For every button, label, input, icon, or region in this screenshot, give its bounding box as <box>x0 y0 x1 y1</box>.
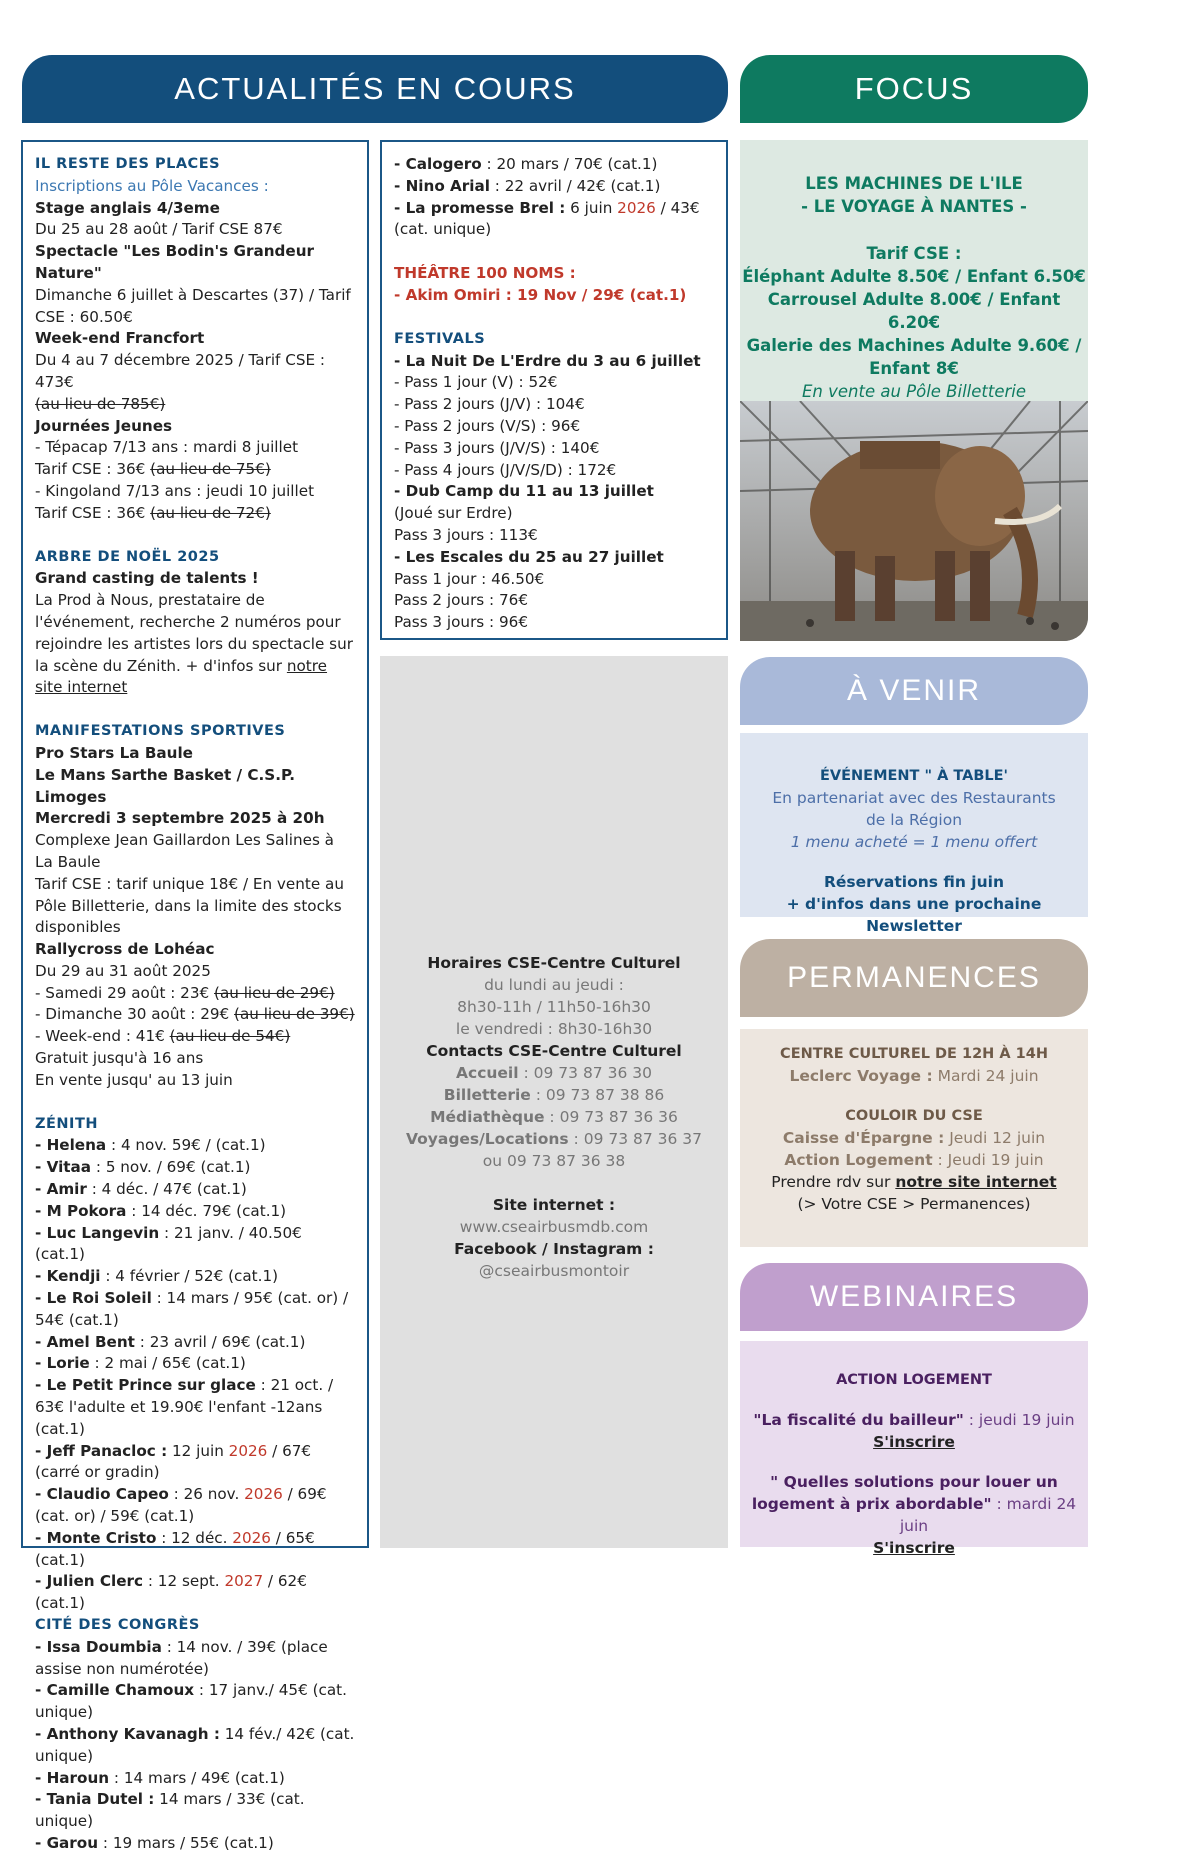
stage-title: Stage anglais 4/3eme <box>35 198 220 217</box>
tepacap-old-price: (au lieu de 75€) <box>150 460 271 479</box>
tepacap-info: - Tépacap 7/13 ans : mardi 8 juillet <box>35 438 299 457</box>
webinar-1-register-link[interactable]: S'inscrire <box>873 1433 955 1451</box>
festivals-heading: FESTIVALS <box>394 330 486 347</box>
nuit-erdre-title: - La Nuit De L'Erdre du 3 au 6 juillet <box>394 351 701 370</box>
francfort-title: Week-end Francfort <box>35 329 205 348</box>
social-title: Facebook / Instagram : <box>454 1240 654 1258</box>
arial-info: : 22 avril / 42€ (cat.1) <box>489 176 661 195</box>
bodin-title: Spectacle "Les Bodin's Grandeur Nature" <box>35 242 315 282</box>
perm-caisse-date: Jeudi 12 juin <box>944 1129 1046 1147</box>
match-date: Mercredi 3 septembre 2025 à 20h <box>35 809 325 828</box>
middle-news-box: - Calogero : 20 mars / 70€ (cat.1) - Nino Arial : 22 avril / 42€ (cat.1) - La promesse Brel : 6 juin 2026 / 43€ (cat. unique) THÉÂTRE 100 NOMS : - Akim Omiri : 19 Nov / 29€ (cat.1) FESTIVALS - La Nuit De L'Erdre du 3 au 6 juillet - Pass 1 jour (V) : 52€ - Pass 2 jours (J/V) : 104€ - Pass 2 jours (V/S) : 96€ - Pass 3 jours (J/V/S) : 140€ - Pass 4 jours (J/V/S/D) : 172€ - Dub Camp du 11 au 13 juillet (Joué sur Erdre) Pass 3 jours : 113€ - Les Escales du 25 au 27 juillet Pass 1 jour : 46.50€ Pass 2 jours : 76€ Pass 3 jours : 96€ <box>380 140 728 640</box>
arial-name: - Nino Arial <box>394 176 490 195</box>
a-venir-box <box>740 733 1088 935</box>
perm-rdv-path: (> Votre CSE > Permanences) <box>797 1195 1031 1213</box>
webinar-1-date: : jeudi 19 juin <box>963 1411 1075 1429</box>
focus-sale-note: En vente au Pôle Billetterie <box>801 382 1027 401</box>
list-item: - Kendji : 4 février / 52€ (cat.1) <box>35 1267 279 1286</box>
elephant-illustration <box>740 401 1088 641</box>
list-item: - Helena : 4 nov. 59€ / (cat.1) <box>35 1136 266 1155</box>
contact-info-box <box>380 656 728 1548</box>
mediatheque-label: Médiathèque <box>430 1108 545 1126</box>
prostars-title: Pro Stars La Baule <box>35 743 193 762</box>
accueil-phone: : 09 73 87 36 30 <box>518 1064 652 1082</box>
list-item: Pass 1 jour : 46.50€ <box>394 569 545 588</box>
calogero-info: : 20 mars / 70€ (cat.1) <box>481 155 658 173</box>
list-item: - Pass 2 jours (V/S) : 96€ <box>394 416 581 435</box>
voyages-label: Voyages/Locations <box>405 1130 569 1148</box>
francfort-old-price: (au lieu de 785€) <box>35 394 166 413</box>
perm-leclerc-label: Leclerc Voyage : <box>789 1067 933 1085</box>
horaires-line: le vendredi : 8h30-16h30 <box>455 1020 653 1038</box>
voyages-phone-alt: ou 09 73 87 36 38 <box>482 1152 626 1170</box>
zenith-list <box>35 1135 355 1615</box>
rally-dates: Du 29 au 31 août 2025 <box>35 961 211 980</box>
focus-carrousel-price: Carrousel Adulte 8.00€ / Enfant 6.20€ <box>767 290 1061 332</box>
rally-sunday: - Dimanche 30 août : 29€ <box>35 1005 230 1024</box>
venir-offer: 1 menu acheté = 1 menu offert <box>790 833 1038 851</box>
voyages-phone: : 09 73 87 36 37 <box>568 1130 703 1148</box>
list-item: - Issa Doumbia : 14 nov. / 39€ (place assise non numérotée) <box>35 1637 328 1678</box>
kingoland-info: - Kingoland 7/13 ans : jeudi 10 juillet <box>35 481 315 500</box>
places-heading: IL RESTE DES PLACES <box>35 156 221 172</box>
webinaires-box <box>740 1341 1088 1557</box>
dub-camp-title: - Dub Camp du 11 au 13 juillet <box>394 482 654 501</box>
billetterie-label: Billetterie <box>443 1086 531 1104</box>
list-item: - Haroun : 14 mars / 49€ (cat.1) <box>35 1768 285 1787</box>
mediatheque-phone: : 09 73 87 36 36 <box>544 1108 678 1126</box>
venir-event-title: ÉVÉNEMENT " À TABLE' <box>820 768 1008 784</box>
rally-saturday-old: (au lieu de 29€) <box>214 983 335 1002</box>
sport-heading: MANIFESTATIONS SPORTIVES <box>35 723 286 740</box>
permanences-header <box>740 939 1088 1017</box>
congres-heading: CITÉ DES CONGRÈS <box>35 1617 200 1633</box>
brel-name: - La promesse Brel : <box>394 198 566 217</box>
dub-camp-place: (Joué sur Erdre) <box>394 504 513 523</box>
list-item: - Vitaa : 5 nov. / 69€ (cat.1) <box>35 1158 251 1177</box>
contacts-title: Contacts CSE-Centre Culturel <box>426 1042 682 1060</box>
perm-couloir-title: COULOIR DU CSE <box>845 1108 983 1124</box>
rally-saturday: - Samedi 29 août : 23€ <box>35 983 210 1002</box>
list-item: - Pass 3 jours (J/V/S) : 140€ <box>394 438 600 457</box>
theatre-item: - Akim Omiri : 19 Nov / 29€ (cat.1) <box>394 285 687 304</box>
match-place: Complexe Jean Gaillardon Les Salines à La Baule <box>35 831 334 871</box>
horaires-title: Horaires CSE-Centre Culturel <box>427 954 681 972</box>
kingoland-price: Tarif CSE : 36€ <box>35 503 146 522</box>
list-item: - Le Roi Soleil : 14 mars / 95€ (cat. or) / 54€ (cat.1) <box>35 1289 349 1329</box>
list-item: - Tania Dutel : 14 mars / 33€ (cat. unique) <box>35 1790 305 1831</box>
match-tarif: Tarif CSE : tarif unique 18€ / En vente au Pôle Billetterie, dans la limite des stocks disponibles <box>35 874 344 937</box>
list-item: - Pass 2 jours (J/V) : 104€ <box>394 395 585 414</box>
focus-galerie-price: Galerie des Machines Adulte 9.60€ / Enfant 8€ <box>746 336 1082 378</box>
francfort-info: Du 4 au 7 décembre 2025 / Tarif CSE : 473€ <box>35 351 325 391</box>
perm-action-date: : Jeudi 19 juin <box>932 1151 1044 1169</box>
perm-centre-title: CENTRE CULTUREL DE 12H À 14H <box>780 1046 1048 1062</box>
focus-box <box>740 140 1088 402</box>
stage-info: Du 25 au 28 août / Tarif CSE 87€ <box>35 220 283 239</box>
rally-weekend-old: (au lieu de 54€) <box>169 1027 291 1046</box>
perm-action-label: Action Logement <box>784 1151 933 1169</box>
list-item: - Le Petit Prince sur glace : 21 oct. / 63€ l'adulte et 19.90€ l'enfant -12ans (cat.1) <box>35 1376 334 1438</box>
match-title: Le Mans Sarthe Basket / C.S.P. Limoges <box>35 765 296 806</box>
list-item: - Amir : 4 déc. / 47€ (cat.1) <box>35 1180 247 1199</box>
focus-elephant-price: Éléphant Adulte 8.50€ / Enfant 6.50€ <box>742 267 1086 286</box>
calogero-name: - Calogero <box>394 155 482 173</box>
rally-weekend: - Week-end : 41€ <box>35 1027 165 1046</box>
focus-header <box>740 55 1088 123</box>
permanences-title: PERMANENCES <box>787 961 1041 994</box>
webinaires-title: WEBINAIRES <box>809 1280 1019 1313</box>
elephant-photo <box>740 401 1088 641</box>
social-handle-link[interactable]: @cseairbusmontoir <box>478 1262 630 1280</box>
site-url-link[interactable]: www.cseairbusmdb.com <box>459 1218 649 1236</box>
site-title: Site internet : <box>492 1196 616 1214</box>
casting-site-link[interactable]: notre site internet <box>35 656 328 697</box>
bodin-info: Dimanche 6 juillet à Descartes (37) / Tarif CSE : 60.50€ <box>35 285 351 326</box>
list-item: - Pass 4 jours (J/V/S/D) : 172€ <box>394 460 617 479</box>
a-venir-title: À VENIR <box>846 674 982 707</box>
focus-title-line: - LE VOYAGE À NANTES - <box>801 197 1027 216</box>
list-item: - Claudio Capeo : 26 nov. 2026 / 69€ (cat. or) / 59€ (cat.1) <box>35 1485 327 1526</box>
webinaires-header <box>740 1263 1088 1331</box>
perm-leclerc-date: Mardi 24 juin <box>932 1067 1039 1085</box>
casting-title: Grand casting de talents ! <box>35 569 259 588</box>
list-item: - Camille Chamoux : 17 janv./ 45€ (cat. unique) <box>35 1681 347 1722</box>
list-item: Pass 2 jours : 76€ <box>394 591 528 610</box>
list-item: - Luc Langevin : 21 janv. / 40.50€ (cat.1) <box>35 1223 302 1264</box>
casting-text: La Prod à Nous, prestataire de l'événement, recherche 2 numéros pour rejoindre les artistes lors du spectacle sur la scène du Zénith. + d'infos sur <box>35 591 353 675</box>
congres-list <box>35 1637 355 1855</box>
list-item: - Garou : 19 mars / 55€ (cat.1) <box>35 1833 274 1852</box>
focus-title-line: LES MACHINES DE L'ILE <box>805 174 1023 193</box>
accueil-label: Accueil <box>456 1064 519 1082</box>
focus-tarif-label: Tarif CSE : <box>866 244 962 263</box>
list-item: - Anthony Kavanagh : 14 fév./ 42€ (cat. unique) <box>35 1724 355 1765</box>
a-venir-header <box>740 657 1088 725</box>
perm-rdv-text: Prendre rdv sur <box>771 1173 896 1191</box>
rally-sunday-old: (au lieu de 39€) <box>234 1005 355 1024</box>
places-subheading: Inscriptions au Pôle Vacances : <box>35 176 269 195</box>
billetterie-phone: : 09 73 87 38 86 <box>530 1086 665 1104</box>
list-item: - Amel Bent : 23 avril / 69€ (cat.1) <box>35 1332 306 1351</box>
left-news-box <box>21 140 369 1852</box>
zenith-heading: ZÉNITH <box>35 1115 98 1132</box>
venir-newsletter: + d'infos dans une prochaine Newsletter <box>786 895 1042 935</box>
venir-text: de la Région <box>865 811 963 829</box>
jeunes-title: Journées Jeunes <box>35 416 173 435</box>
actualites-title: ACTUALITÉS EN COURS <box>174 71 576 106</box>
list-item: Pass 3 jours : 96€ <box>394 613 528 632</box>
webinar-2-register-link[interactable]: S'inscrire <box>873 1539 955 1557</box>
rally-title: Rallycross de Lohéac <box>35 940 215 959</box>
rally-sale: En vente jusqu' au 13 juin <box>35 1070 233 1089</box>
webinar-2-date: : mardi 24 juin <box>899 1495 1077 1535</box>
focus-title: FOCUS <box>854 71 974 106</box>
noel-heading: ARBRE DE NOËL 2025 <box>35 548 220 565</box>
list-item: - Pass 1 jour (V) : 52€ <box>394 373 558 392</box>
perm-site-link[interactable]: notre site internet <box>895 1173 1057 1191</box>
perm-caisse-label: Caisse d'Épargne : <box>782 1129 945 1147</box>
webinar-1-title: "La fiscalité du bailleur" <box>753 1411 964 1429</box>
horaires-line: 8h30-11h / 11h50-16h30 <box>457 998 651 1016</box>
list-item: - Jeff Panacloc : 12 juin 2026 / 67€ (carré or gradin) <box>35 1441 312 1482</box>
venir-reservations: Réservations fin juin <box>823 873 1005 891</box>
web-title: ACTION LOGEMENT <box>836 1372 992 1388</box>
kingoland-old-price: (au lieu de 72€) <box>150 503 271 522</box>
list-item: - Monte Cristo : 12 déc. 2026 / 65€ (cat.1) <box>35 1528 315 1569</box>
dub-camp-pass: Pass 3 jours : 113€ <box>394 525 538 544</box>
list-item: - Lorie : 2 mai / 65€ (cat.1) <box>35 1354 246 1373</box>
escales-title: - Les Escales du 25 au 27 juillet <box>394 547 664 566</box>
permanences-box <box>740 1029 1088 1247</box>
horaires-line: du lundi au jeudi : <box>484 976 624 994</box>
rally-free: Gratuit jusqu'à 16 ans <box>35 1049 204 1068</box>
webinar-2-title: " Quelles solutions pour louer un logement à prix abordable" <box>751 1473 1058 1513</box>
tepacap-price: Tarif CSE : 36€ <box>35 460 146 479</box>
list-item: - M Pokora : 14 déc. 79€ (cat.1) <box>35 1201 287 1220</box>
theatre-heading: THÉÂTRE 100 NOMS : <box>394 264 576 283</box>
actualites-header <box>22 55 728 123</box>
venir-text: En partenariat avec des Restaurants <box>772 789 1056 807</box>
list-item: - Julien Clerc : 12 sept. 2027 / 62€ (cat.1) <box>35 1572 307 1613</box>
